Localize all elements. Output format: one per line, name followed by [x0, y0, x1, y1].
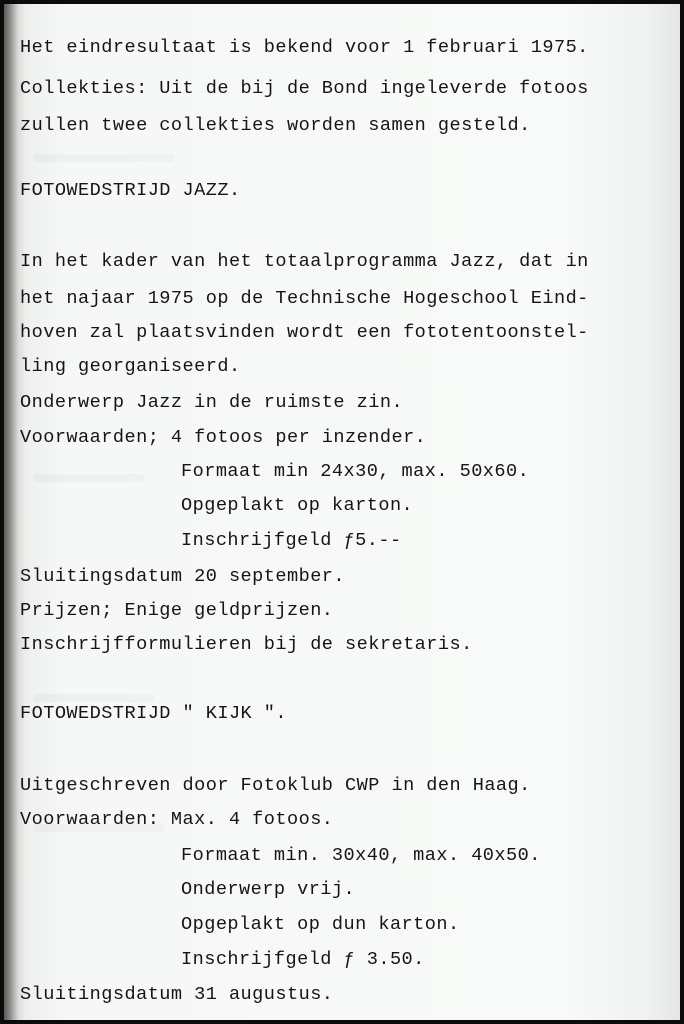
bleed-through-mark	[34, 474, 144, 482]
section-heading: FOTOWEDSTRIJD " KIJK ".	[20, 703, 287, 724]
bleed-through-mark	[34, 694, 154, 702]
text-line: Uitgeschreven door Fotoklub CWP in den Haag.	[20, 775, 531, 796]
text-line: het najaar 1975 op de Technische Hogeschool Eind-	[20, 288, 589, 309]
text-line: Prijzen; Enige geldprijzen.	[20, 600, 334, 621]
text-line: hoven zal plaatsvinden wordt een fototentoonstel-	[20, 322, 589, 343]
text-line: Inschrijfgeld ƒ5.--	[181, 530, 402, 551]
text-line: Voorwaarden: Max. 4 fotoos.	[20, 809, 334, 830]
text-line: Collekties: Uit de bij de Bond ingeleverde fotoos	[20, 78, 589, 99]
text-line: Voorwaarden; 4 fotoos per inzender.	[20, 427, 427, 448]
bleed-through-mark	[34, 154, 174, 162]
text-line: Opgeplakt op dun karton.	[181, 914, 460, 935]
text-line: ling georganiseerd.	[20, 356, 241, 377]
text-line: Formaat min. 30x40, max. 40x50.	[181, 845, 541, 866]
text-line: Inschrijfgeld ƒ 3.50.	[181, 949, 425, 970]
binding-shadow	[4, 4, 18, 1020]
text-line: Onderwerp Jazz in de ruimste zin.	[20, 392, 404, 413]
text-line: Opgeplakt op karton.	[181, 495, 414, 516]
text-line: In het kader van het totaalprogramma Jazz, dat in	[20, 251, 589, 272]
text-line: Formaat min 24x30, max. 50x60.	[181, 461, 530, 482]
section-heading: FOTOWEDSTRIJD JAZZ.	[20, 180, 241, 201]
text-line: Sluitingsdatum 20 september.	[20, 566, 346, 587]
typewritten-page	[4, 4, 680, 1020]
text-line: Onderwerp vrij.	[181, 879, 356, 900]
text-line: Het eindresultaat is bekend voor 1 februari 1975.	[20, 37, 589, 58]
text-line: Inschrijfformulieren bij de sekretaris.	[20, 634, 473, 655]
text-line: zullen twee collekties worden samen gesteld.	[20, 115, 531, 136]
text-line: Sluitingsdatum 31 augustus.	[20, 984, 334, 1005]
